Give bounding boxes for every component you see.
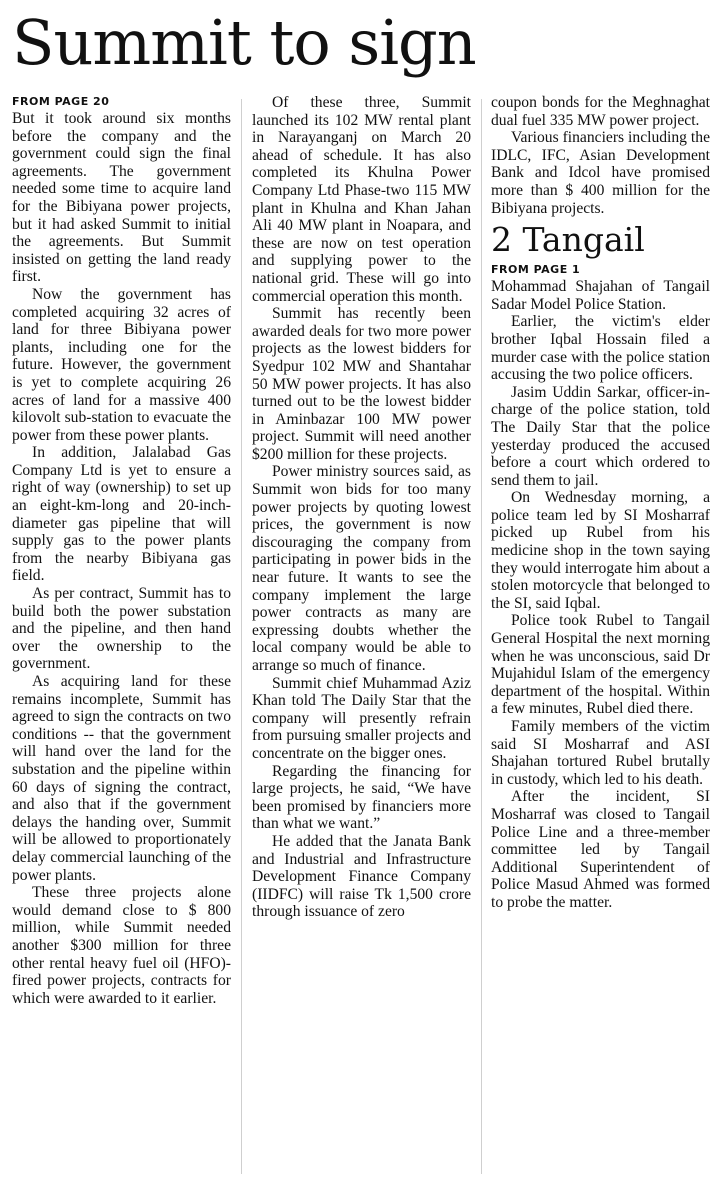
paragraph: As per contract, Summit has to build both the power substation and the pipeline, and then hand over the ownership to the government. (12, 585, 231, 673)
column-rule (481, 99, 482, 1174)
paragraph: On Wednesday morning, a police team led by SI Mosharraf picked up Rubel from his medicine shop in the town saying they would interrogate him about a stolen motorcycle that belonged to the SI, said Iqbal. (491, 489, 710, 612)
article-column-2 (252, 94, 471, 921)
column-rule (241, 99, 242, 1174)
paragraph: Police took Rubel to Tangail General Hospital the next morning when he was unconscious, said Dr Mujahidul Islam of the emergency department of the hospital. Within a few minutes, Rubel died there. (491, 612, 710, 718)
paragraph: As acquiring land for these remains incomplete, Summit has agreed to sign the contracts on two conditions -- that the government will hand over the land for the substation and the pipeline within 60 days of signing the contract, and also that if the government delays the handing over, Summit will be allowed to proportionately delay commercial launching of the power plants. (12, 673, 231, 884)
paragraph: Regarding the financing for large projects, he said, “We have been promised by financiers more than what we want.” (252, 762, 471, 833)
kicker: FROM PAGE 20 (12, 95, 110, 108)
paragraph: Summit chief Muhammad Aziz Khan told The Daily Star that the company will presently refrain from pursuing smaller projects and concentrate on the bigger ones. (252, 674, 471, 762)
paragraph: Summit has recently been awarded deals for two more power projects as the lowest bidders for Syedpur 102 MW and Shantahar 50 MW power projects. It has also turned out to be the lowest bidder in Aminbazar 100 MW power project. Summit will need another $200 million for these projects. (252, 305, 471, 463)
paragraph: Now the government has completed acquiring 32 acres of land for three Bibiyana power plants, including one for the future. However, the government is yet to complete acquiring 26 acres of land for a massive 400 kilovolt sub-station to evacuate the power from these power plants. (12, 285, 231, 444)
kicker: FROM PAGE 1 (491, 263, 581, 277)
paragraph: These three projects alone would demand close to $ 800 million, while Summit needed another $300 million for three other rental heavy fuel oil (HFO)-fired power projects, contracts for which were awarded to it earlier. (12, 884, 231, 1007)
paragraph: He added that the Janata Bank and Industrial and Infrastructure Development Finance Company (IIDFC) will raise Tk 1,500 crore through issuance of zero (252, 832, 471, 921)
paragraph: Earlier, the victim's elder brother Iqbal Hossain filed a murder case with the police station accusing the two police officers. (491, 313, 710, 384)
paragraph: In addition, Jalalabad Gas Company Ltd is yet to ensure a right of way (ownership) to set up an eight-km-long and 20-inch- diameter gas pipeline that will supply gas to the power plants from the nearby Bibiyana gas field. (12, 444, 231, 585)
article-headline-2: 2 Tangail (491, 220, 645, 260)
paragraph: But it took around six months before the company and the government could sign the final agreements. The government needed some time to acquire land for the Bibiyana power projects, but it had asked Summit to initial the agreements. But Summit insisted on getting the land ready first. (12, 110, 231, 286)
paragraph: After the incident, SI Mosharraf was closed to Tangail Police Line and a three-member committee led by Tangail Additional Superintendent of Police Masud Ahmed was formed to probe the matter. (491, 788, 710, 911)
paragraph: Mohammad Shajahan of Tangail Sadar Model Police Station. (491, 278, 710, 313)
paragraph: coupon bonds for the Meghnaghat dual fuel 335 MW power project. (491, 94, 710, 129)
article-column-1 (12, 94, 231, 1007)
paragraph: Power ministry sources said, as Summit won bids for too many power projects by quoting lowest prices, the government is now discouraging the company from participating in power bids in the near future. It wants to see the company implement the large power contracts as many are expressing doubts whether the local company would be able to arrange so much of finance. (252, 463, 471, 674)
paragraph: Of these three, Summit launched its 102 MW rental plant in Narayanganj on March 20 ahead of schedule. It has also completed its Khulna Power Company Ltd Phase-two 115 MW plant in Khulna and Khan Jahan Ali 40 MW plant in Noapara, and these are now on test operation and supplying power to the national grid. These will go into commercial operation this month. (252, 94, 471, 305)
paragraph: Family members of the victim said SI Mosharraf and ASI Shajahan tortured Rubel brutally in custody, which led to his death. (491, 718, 710, 788)
article-column-3 (491, 94, 710, 912)
paragraph: Jasim Uddin Sarkar, officer-in-charge of the police station, told The Daily Star that the police yesterday produced the accused before a court which ordered to send them to jail. (491, 383, 710, 489)
headline: Summit to sign (12, 6, 476, 79)
paragraph: Various financiers including the IDLC, IFC, Asian Development Bank and Idcol have promised more than $ 400 million for the Bibiyana projects. (491, 129, 710, 217)
